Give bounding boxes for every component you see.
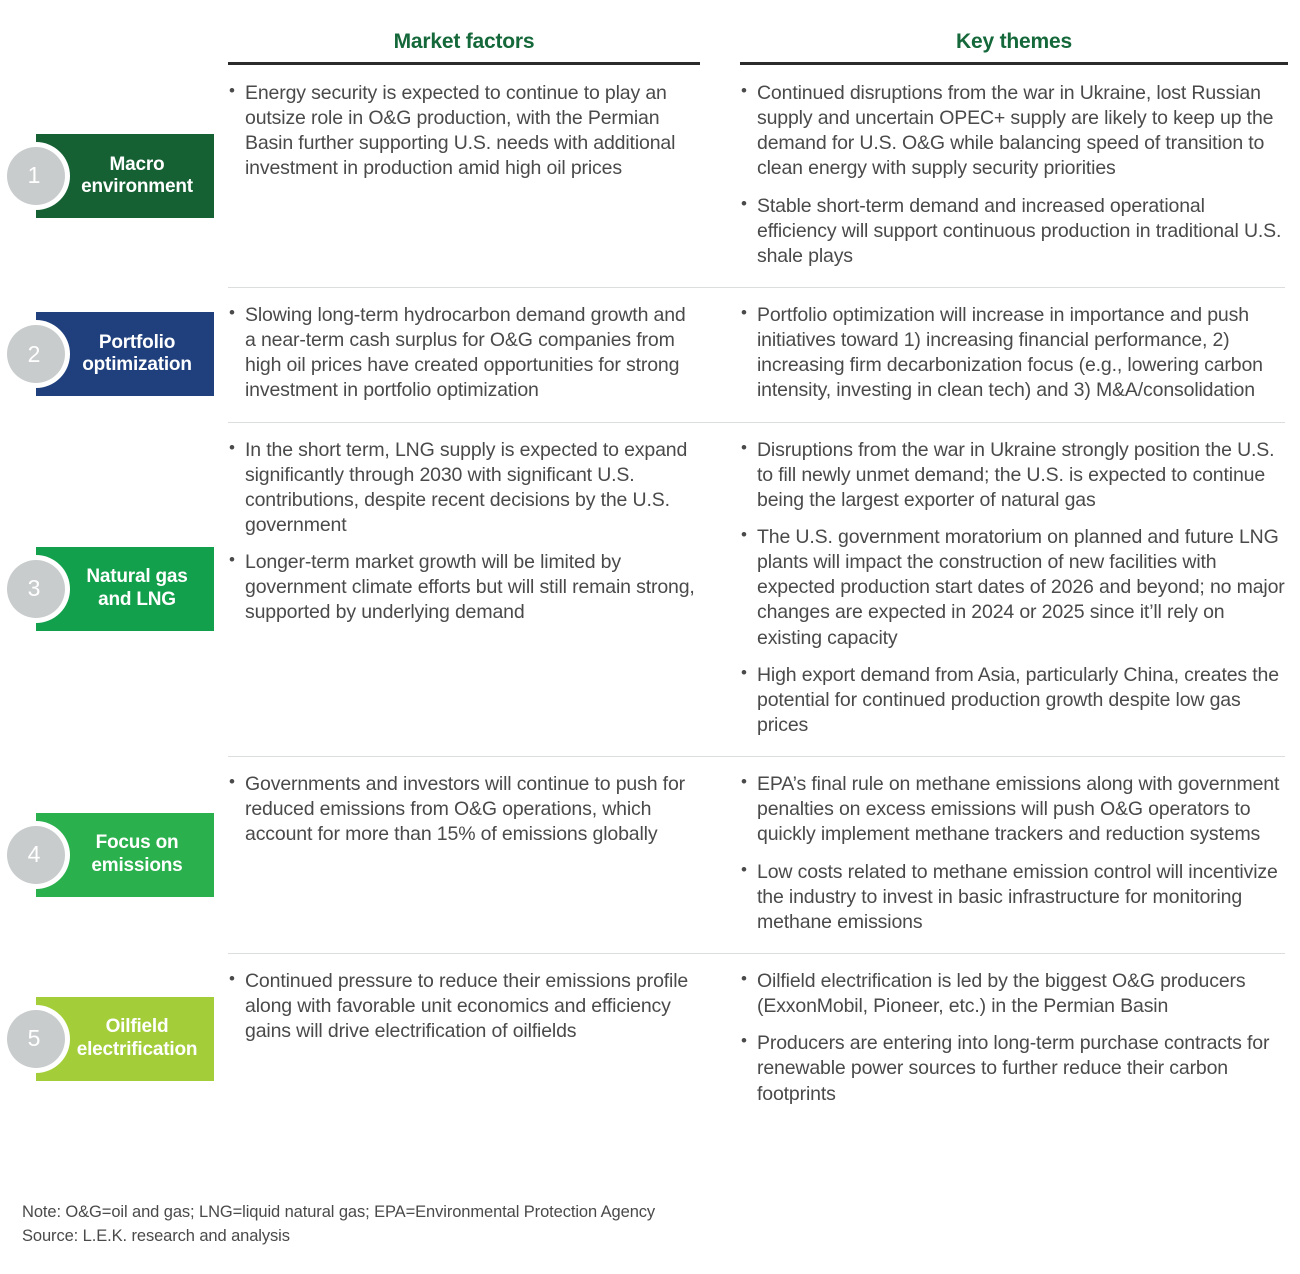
row-label-box[interactable] — [27, 134, 214, 218]
badge-circle — [7, 560, 65, 618]
market-factor-bullet: • Longer-term market growth will be limited by government climate efforts but will still remain strong, supported by underlying demand — [228, 550, 700, 625]
row-label-line-1: Portfolio — [98, 331, 176, 353]
row-label-line-1: Focus on — [95, 832, 179, 854]
key-themes-cell — [740, 65, 1288, 287]
key-theme-bullet: • EPA’s final rule on methane emissions along with government penalties on excess emissions will push O&G operators to quickly implement methane trackers and reduction systems — [740, 772, 1288, 847]
market-factors-cell-list — [228, 438, 700, 626]
row-label-box[interactable] — [27, 813, 214, 897]
key-themes-cell — [740, 953, 1288, 1125]
key-themes-cell-list — [740, 772, 1288, 935]
column-header-key-themes: Key themes — [956, 30, 1072, 53]
badge-circle — [7, 325, 65, 383]
key-themes-cell-list — [740, 969, 1288, 1107]
column-header-market-factors: Market factors — [393, 30, 535, 53]
badge-number: 3 — [27, 575, 41, 602]
badge-number: 1 — [27, 162, 41, 189]
key-theme-bullet: • Stable short-term demand and increased operational efficiency will support continuous production in traditional U.S. shale plays — [740, 194, 1288, 269]
table-row — [0, 65, 1300, 287]
row-label-cell — [0, 65, 228, 287]
key-themes-cell — [740, 422, 1288, 757]
row-label-box[interactable] — [27, 997, 214, 1081]
key-theme-bullet: • High export demand from Asia, particularly China, creates the potential for continued production growth despite low gas prices — [740, 663, 1288, 738]
key-themes-cell-list — [740, 81, 1288, 269]
row-label-line-1: Oilfield — [105, 1016, 169, 1038]
row-label-cell — [0, 953, 228, 1125]
table-row — [0, 287, 1300, 422]
row-label-cell — [0, 287, 228, 422]
row-divider — [228, 422, 1285, 423]
badge-circle — [7, 147, 65, 205]
column-headers — [0, 0, 1300, 62]
badge-number: 5 — [27, 1025, 41, 1052]
badge-circle — [7, 1010, 65, 1068]
market-factor-bullet: • Continued pressure to reduce their emissions profile along with favorable unit economics and efficiency gains will drive electrification of oilfields — [228, 969, 700, 1044]
row-label-line-2: optimization — [82, 354, 192, 376]
market-factors-cell-list — [228, 969, 700, 1044]
row-label-line-2: electrification — [76, 1038, 198, 1060]
footnote-source: Source: L.E.K. research and analysis — [22, 1226, 290, 1245]
row-label-text — [86, 566, 187, 611]
row-divider — [228, 756, 1285, 757]
badge-circle — [7, 826, 65, 884]
key-themes-cell — [740, 287, 1288, 422]
row-number-badge — [2, 1005, 70, 1073]
key-theme-bullet: • Disruptions from the war in Ukraine strongly position the U.S. to fill newly unmet demand; the U.S. is expected to continue being the largest exporter of natural gas — [740, 438, 1288, 513]
key-themes-cell — [740, 756, 1288, 953]
table-row — [0, 756, 1300, 953]
row-label-line-2: and LNG — [98, 588, 176, 610]
market-factors-cell — [228, 65, 700, 287]
key-themes-cell-list — [740, 438, 1288, 739]
row-divider — [228, 953, 1285, 954]
footnotes — [22, 1201, 655, 1248]
market-factors-cell — [228, 953, 700, 1125]
key-themes-cell-list — [740, 303, 1288, 404]
row-label-line-1: Macro — [109, 153, 165, 175]
key-theme-bullet: • Continued disruptions from the war in Ukraine, lost Russian supply and uncertain OPEC+ supply are likely to keep up the demand for U.S. O&G while balancing speed of transition to clean energy with supply security priorities — [740, 81, 1288, 182]
row-label-text — [81, 154, 193, 199]
market-factor-bullet: • In the short term, LNG supply is expected to expand significantly through 2030 with significant U.S. contributions, despite recent decisions by the U.S. government — [228, 438, 700, 539]
row-label-box[interactable] — [27, 547, 214, 631]
market-factors-cell-list — [228, 772, 700, 847]
row-number-badge — [2, 320, 70, 388]
key-theme-bullet: • Portfolio optimization will increase in importance and push initiatives toward 1) increasing financial performance, 2) increasing firm decarbonization focus (e.g., lowering carbon intensity, investing in clean tech) and 3) M&A/consolidation — [740, 303, 1288, 404]
row-label-line-2: emissions — [91, 854, 183, 876]
badge-number: 4 — [27, 841, 41, 868]
market-factor-bullet: • Energy security is expected to continue to play an outsize role in O&G production, with the Permian Basin further supporting U.S. needs with additional investment in production amid high oil prices — [228, 81, 700, 182]
footnote-note: Note: O&G=oil and gas; LNG=liquid natural gas; EPA=Environmental Protection Agency — [22, 1203, 656, 1222]
row-label-text — [91, 832, 182, 877]
rows-container — [0, 65, 1300, 1125]
key-theme-bullet: • Producers are entering into long-term purchase contracts for renewable power sources to further reduce their carbon footprints — [740, 1031, 1288, 1106]
row-label-text — [82, 332, 191, 377]
row-label-line-2: environment — [81, 175, 193, 197]
market-factors-cell — [228, 756, 700, 953]
market-factors-cell-list — [228, 303, 700, 404]
market-factors-cell-list — [228, 81, 700, 182]
key-theme-bullet: • Low costs related to methane emission control will incentivize the industry to invest in basic infrastructure for monitoring methane emissions — [740, 860, 1288, 935]
row-label-box[interactable] — [27, 312, 214, 396]
row-number-badge — [2, 821, 70, 889]
row-label-text — [77, 1016, 198, 1061]
row-number-badge — [2, 142, 70, 210]
market-factors-cell — [228, 287, 700, 422]
table-row — [0, 953, 1300, 1125]
table-row — [0, 422, 1300, 757]
key-theme-bullet: • The U.S. government moratorium on planned and future LNG plants will impact the construction of new facilities with expected production start dates of 2026 and beyond; no major changes are expected in 2024 or 2025 since it’ll rely on existing capacity — [740, 525, 1288, 651]
row-number-badge — [2, 555, 70, 623]
market-factors-cell — [228, 422, 700, 757]
market-factor-bullet: • Governments and investors will continue to push for reduced emissions from O&G operations, which account for more than 15% of emissions globally — [228, 772, 700, 847]
key-theme-bullet: • Oilfield electrification is led by the biggest O&G producers (ExxonMobil, Pioneer, etc.) in the Permian Basin — [740, 969, 1288, 1019]
row-label-cell — [0, 756, 228, 953]
badge-number: 2 — [27, 340, 41, 367]
market-factor-bullet: • Slowing long-term hydrocarbon demand growth and a near-term cash surplus for O&G companies from high oil prices have created opportunities for strong investment in portfolio optimization — [228, 303, 700, 404]
row-label-cell — [0, 422, 228, 757]
row-label-line-1: Natural gas — [86, 566, 188, 588]
row-divider — [228, 287, 1285, 288]
